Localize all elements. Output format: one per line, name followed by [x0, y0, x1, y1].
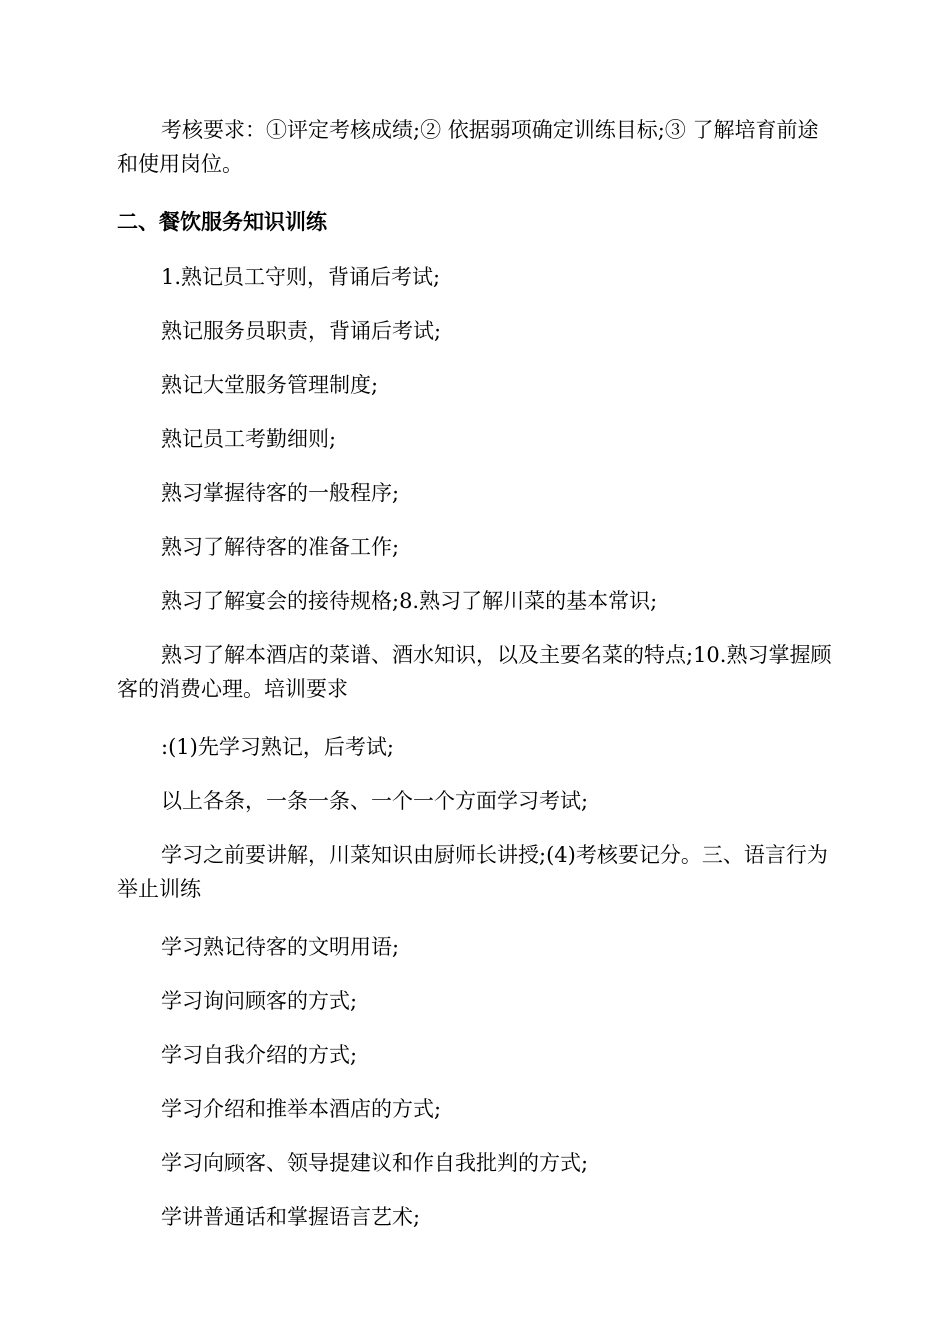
- list-item: 熟记大堂服务管理制度;: [161, 373, 379, 397]
- list-item: 学习介绍和推举本酒店的方式;: [161, 1097, 442, 1121]
- list-item: :(1)先学习熟记，后考试;: [161, 735, 394, 759]
- list-item: 熟习了解本酒店的菜谱、酒水知识，以及主要名菜的特点;10.熟习掌握顾客的消费心理。培训要求: [117, 643, 832, 701]
- list-item: 熟习了解宴会的接待规格;8.熟习了解川菜的基本常识;: [161, 589, 658, 613]
- list-item: 学习询问顾客的方式;: [161, 989, 358, 1013]
- list-item: 学习之前要讲解，川菜知识由厨师长讲授;(4)考核要记分。三、语言行为举止训练: [117, 843, 828, 901]
- list-item: 熟记服务员职责，背诵后考试;: [161, 319, 442, 343]
- section-heading: 二、餐饮服务知识训练: [117, 209, 327, 234]
- list-item: 以上各条，一条一条、一个一个方面学习考试;: [161, 789, 589, 813]
- list-item: 熟习掌握待客的一般程序;: [161, 481, 400, 505]
- list-item: 熟记员工考勤细则;: [161, 427, 337, 451]
- paragraph-assessment-requirements: 考核要求：①评定考核成绩;② 依据弱项确定训练目标;③ 了解培育前途和使用岗位。: [117, 118, 819, 176]
- list-item: 学习向顾客、领导提建议和作自我批判的方式;: [161, 1151, 589, 1175]
- list-item: 学讲普通话和掌握语言艺术;: [161, 1205, 421, 1229]
- list-item: 1.熟记员工守则，背诵后考试;: [161, 265, 441, 289]
- list-item: 学习熟记待客的文明用语;: [161, 935, 400, 959]
- list-item: 熟习了解待客的准备工作;: [161, 535, 400, 559]
- list-item: 学习自我介绍的方式;: [161, 1043, 358, 1067]
